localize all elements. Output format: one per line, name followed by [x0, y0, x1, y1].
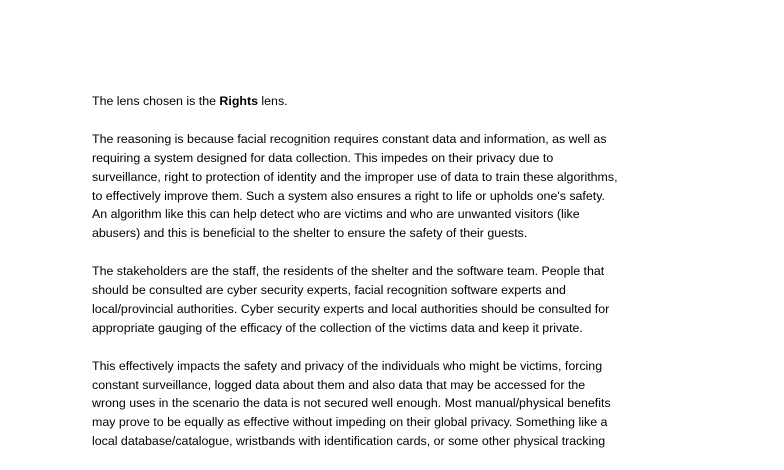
paragraph-line: The reasoning is because facial recognition requires constant data and information, as well as — [92, 131, 607, 146]
paragraph-line: An algorithm like this can help detect who are victims and who are unwanted visitors (like — [92, 207, 580, 222]
paragraph-line: appropriate gauging of the efficacy of the collection of the victims data and keep it private. — [92, 320, 583, 335]
paragraph-line: local database/catalogue, wristbands with identification cards, or some other physical tracking — [92, 434, 606, 449]
paragraph-line: This effectively impacts the safety and privacy of the individuals who might be victims, forcing — [92, 358, 603, 373]
paragraph-line: local/provincial authorities. Cyber security experts and local authorities should be consulted for — [92, 301, 610, 316]
intro-line — [92, 92, 712, 111]
impact-paragraph — [92, 357, 712, 452]
paragraph-line: to effectively improve them. Such a system also ensures a right to life or upholds one's safety. — [92, 188, 605, 203]
paragraph-line: The stakeholders are the staff, the residents of the shelter and the software team. People that — [92, 264, 605, 279]
paragraph-line: surveillance, right to protection of identity and the improper use of data to train these algorithms, — [92, 169, 618, 184]
intro-suffix: lens. — [257, 94, 288, 108]
paragraph-line: may prove to be equally as effective without impeding on their global privacy. Something like a — [92, 415, 608, 430]
reasoning-paragraph — [92, 130, 712, 243]
document-body — [92, 92, 712, 470]
intro-bold-term: Rights — [219, 94, 258, 108]
paragraph-line: should be consulted are cyber security experts, facial recognition software experts and — [92, 283, 566, 298]
paragraph-line: abusers) and this is beneficial to the shelter to ensure the safety of their guests. — [92, 226, 528, 241]
intro-paragraph — [92, 92, 712, 111]
paragraph-line: constant surveillance, logged data about them and also data that may be accessed for the — [92, 377, 586, 392]
paragraph-line: wrong uses in the scenario the data is not secured well enough. Most manual/physical benefits — [92, 396, 611, 411]
paragraph-line: requiring a system designed for data collection. This impedes on their privacy due to — [92, 150, 554, 165]
stakeholders-paragraph — [92, 262, 712, 338]
intro-prefix: The lens chosen is the — [92, 94, 220, 108]
